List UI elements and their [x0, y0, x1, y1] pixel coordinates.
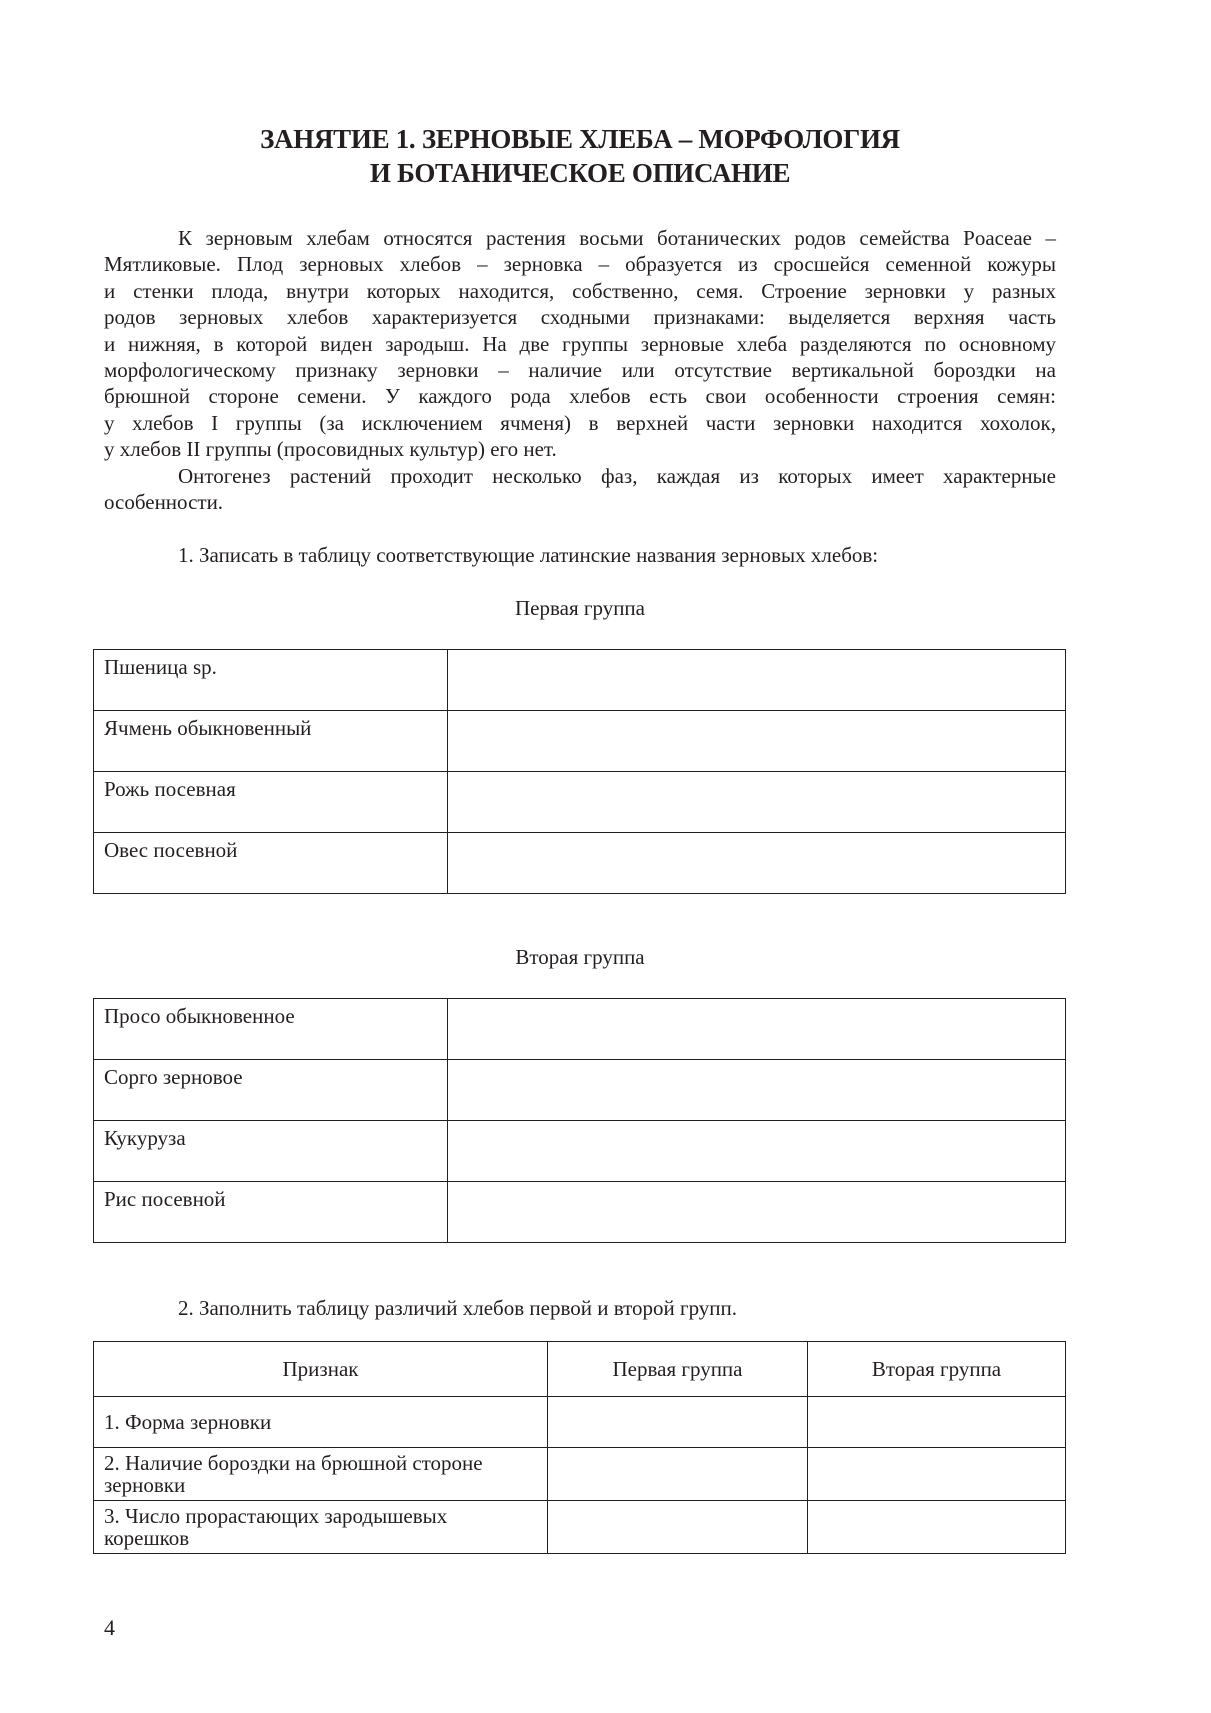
latin-name-cell[interactable]	[448, 1182, 1066, 1243]
latin-name-cell[interactable]	[448, 999, 1066, 1060]
text-line: морфологическому признаку зерновки – наличие или отсутствие вертикальной бороздки на	[104, 357, 1056, 382]
text-line: и нижняя, в которой виден зародыш. На две группы зерновые хлеба разделяются по основному	[104, 331, 1056, 356]
text-line: Мятликовые. Плод зерновых хлебов – зерновка – образуется из сросшейся семенной кожуры	[104, 252, 1056, 277]
differences-table	[93, 1341, 1066, 1554]
text-line: особенности.	[104, 489, 224, 514]
text-line: родов зерновых хлебов характеризуется сходными признаками: выделяется верхняя часть	[104, 305, 1056, 330]
latin-name-cell[interactable]	[448, 711, 1066, 772]
text-line: у хлебов I группы (за исключением ячменя) в верхней части зерновки находится хохолок,	[104, 410, 1056, 435]
table-row	[94, 1397, 1066, 1448]
crop-name: Просо обыкновенное	[94, 999, 448, 1060]
latin-name-cell[interactable]	[448, 650, 1066, 711]
text-line: и стенки плода, внутри которых находится, собственно, семя. Строение зерновки у разных	[104, 278, 1056, 303]
table-row	[94, 650, 1066, 711]
crop-name: Кукуруза	[94, 1121, 448, 1182]
latin-name-cell[interactable]	[448, 1060, 1066, 1121]
table-row	[94, 711, 1066, 772]
crop-name: Сорго зерновое	[94, 1060, 448, 1121]
text-line: Онтогенез растений проходит несколько фаз, каждая из которых имеет характерные	[178, 463, 1056, 488]
group-1-cell[interactable]	[548, 1448, 808, 1501]
latin-name-cell[interactable]	[448, 772, 1066, 833]
task-1: 1. Записать в таблицу соответствующие латинские названия зерновых хлебов:	[178, 543, 879, 567]
group-2-cell[interactable]	[808, 1501, 1066, 1554]
group-2-cell[interactable]	[808, 1397, 1066, 1448]
crop-name: Ячмень обыкновенный	[94, 711, 448, 772]
feature-name: 1. Форма зерновки	[94, 1397, 548, 1448]
page-number: 4	[104, 1615, 115, 1640]
feature-name: 2. Наличие бороздки на брюшной стороне зерновки	[94, 1448, 548, 1501]
feature-name: 3. Число прорастающих зародышевых корешков	[94, 1501, 548, 1554]
header-group-1: Первая группа	[548, 1342, 808, 1397]
lesson-title-line-1: ЗАНЯТИЕ 1. ЗЕРНОВЫЕ ХЛЕБА – МОРФОЛОГИЯ	[260, 124, 900, 154]
text-line: брюшной стороне семени. У каждого рода хлебов есть свои особенности строения семян:	[104, 384, 1056, 409]
table-row	[94, 833, 1066, 894]
task-2: 2. Заполнить таблицу различий хлебов первой и второй групп.	[178, 1296, 738, 1320]
table-row	[94, 1501, 1066, 1554]
group-1-label: Первая группа	[515, 596, 645, 620]
table-row	[94, 999, 1066, 1060]
group-2-label: Вторая группа	[515, 945, 645, 969]
header-feature: Признак	[94, 1342, 548, 1397]
latin-name-cell[interactable]	[448, 1121, 1066, 1182]
header-group-2: Вторая группа	[808, 1342, 1066, 1397]
crop-name: Пшеница sp.	[94, 650, 448, 711]
text-line: К зерновым хлебам относятся растения восьми ботанических родов семейства Poaceae –	[178, 226, 1056, 250]
lesson-title-line-2: И БОТАНИЧЕСКОЕ ОПИСАНИЕ	[369, 158, 791, 188]
group-1-table	[93, 649, 1066, 894]
crop-name: Рожь посевная	[94, 772, 448, 833]
latin-name-cell[interactable]	[448, 833, 1066, 894]
group-2-table	[93, 998, 1066, 1243]
crop-name: Овес посевной	[94, 833, 448, 894]
table-row	[94, 1060, 1066, 1121]
crop-name: Рис посевной	[94, 1182, 448, 1243]
table-row	[94, 1448, 1066, 1501]
table-header-row	[94, 1342, 1066, 1397]
table-row	[94, 1182, 1066, 1243]
group-1-cell[interactable]	[548, 1397, 808, 1448]
group-1-cell[interactable]	[548, 1501, 808, 1554]
text-line: у хлебов II группы (просовидных культур) его нет.	[104, 437, 557, 462]
table-row	[94, 772, 1066, 833]
group-2-cell[interactable]	[808, 1448, 1066, 1501]
intro-paragraph	[104, 225, 1056, 515]
table-row	[94, 1121, 1066, 1182]
